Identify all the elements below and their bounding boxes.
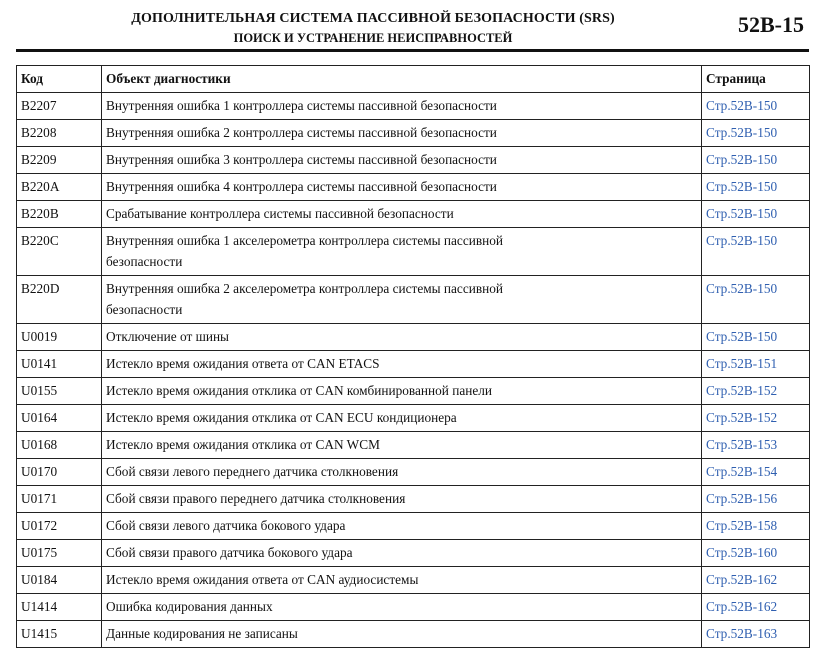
dtc-code: B2207 [17, 93, 102, 120]
page-reference-link[interactable]: Стр.52В-156 [702, 486, 810, 513]
dtc-code: U0175 [17, 540, 102, 567]
table-row [17, 567, 810, 594]
page-header [0, 0, 818, 52]
diagnostic-object: Ошибка кодирования данных [102, 594, 702, 621]
diagnostic-code-table [16, 65, 810, 648]
diagnostic-object: Срабатывание контроллера системы пассивной безопасности [102, 201, 702, 228]
table-row [17, 276, 810, 324]
page-reference-link[interactable]: Стр.52В-162 [702, 594, 810, 621]
table-row [17, 378, 810, 405]
page-subtitle: ПОИСК И УСТРАНЕНИЕ НЕИСПРАВНОСТЕЙ [233, 31, 513, 45]
page-reference-link[interactable]: Стр.52В-152 [702, 378, 810, 405]
table-row [17, 459, 810, 486]
diagnostic-object: Внутренняя ошибка 4 контроллера системы пассивной безопасности [102, 174, 702, 201]
diagnostic-object: Внутренняя ошибка 2 контроллера системы пассивной безопасности [102, 120, 702, 147]
page-reference-link[interactable]: Стр.52В-163 [702, 621, 810, 648]
dtc-code: B220B [17, 201, 102, 228]
table-row [17, 540, 810, 567]
diagnostic-object: Внутренняя ошибка 3 контроллера системы пассивной безопасности [102, 147, 702, 174]
table-row [17, 147, 810, 174]
table-row [17, 201, 810, 228]
table-row [17, 432, 810, 459]
page-reference-link[interactable]: Стр.52В-160 [702, 540, 810, 567]
table-row [17, 405, 810, 432]
dtc-code: U0164 [17, 405, 102, 432]
column-header-page: Страница [702, 66, 810, 93]
header-divider [16, 49, 809, 52]
diagnostic-object: Внутренняя ошибка 1 контроллера системы пассивной безопасности [102, 93, 702, 120]
table-row [17, 594, 810, 621]
dtc-code: U0172 [17, 513, 102, 540]
dtc-code: U0170 [17, 459, 102, 486]
dtc-code: B2209 [17, 147, 102, 174]
diagnostic-object: Истекло время ожидания отклика от CAN ECU кондиционера [102, 405, 702, 432]
dtc-code: U0155 [17, 378, 102, 405]
page-reference-link[interactable]: Стр.52В-150 [702, 147, 810, 174]
page-reference-link[interactable]: Стр.52В-150 [702, 228, 810, 276]
column-header-code: Код [17, 66, 102, 93]
dtc-code: U1415 [17, 621, 102, 648]
page-reference-link[interactable]: Стр.52В-158 [702, 513, 810, 540]
dtc-code: U0171 [17, 486, 102, 513]
page-reference-link[interactable]: Стр.52В-153 [702, 432, 810, 459]
page-reference-link[interactable]: Стр.52В-150 [702, 324, 810, 351]
dtc-code: U0168 [17, 432, 102, 459]
page-reference-link[interactable]: Стр.52В-151 [702, 351, 810, 378]
table-row [17, 324, 810, 351]
table-row [17, 513, 810, 540]
diagnostic-object: Сбой связи правого датчика бокового удара [102, 540, 702, 567]
page-reference-link[interactable]: Стр.52В-150 [702, 201, 810, 228]
page-reference-link[interactable]: Стр.52В-150 [702, 93, 810, 120]
page-reference-link[interactable]: Стр.52В-150 [702, 120, 810, 147]
page-number: 52В-15 [738, 12, 804, 37]
table-row [17, 228, 810, 276]
diagnostic-object: Истекло время ожидания ответа от CAN ETACS [102, 351, 702, 378]
diagnostic-object: Внутренняя ошибка 2 акселерометра контроллера системы пассивной безопасности [102, 276, 702, 324]
dtc-code: U0184 [17, 567, 102, 594]
diagnostic-object: Истекло время ожидания ответа от CAN аудиосистемы [102, 567, 702, 594]
dtc-code: B220D [17, 276, 102, 324]
table-row [17, 486, 810, 513]
diagnostic-object: Данные кодирования не записаны [102, 621, 702, 648]
page-reference-link[interactable]: Стр.52В-154 [702, 459, 810, 486]
table-row [17, 93, 810, 120]
table-row [17, 174, 810, 201]
page-reference-link[interactable]: Стр.52В-162 [702, 567, 810, 594]
diagnostic-object: Сбой связи правого переднего датчика столкновения [102, 486, 702, 513]
diagnostic-object: Сбой связи левого переднего датчика столкновения [102, 459, 702, 486]
dtc-code: U0019 [17, 324, 102, 351]
table-row [17, 621, 810, 648]
table-row [17, 351, 810, 378]
diagnostic-object: Истекло время ожидания отклика от CAN WCM [102, 432, 702, 459]
page-reference-link[interactable]: Стр.52В-150 [702, 276, 810, 324]
diagnostic-object: Истекло время ожидания отклика от CAN комбинированной панели [102, 378, 702, 405]
column-header-object: Объект диагностики [102, 66, 702, 93]
table-row [17, 120, 810, 147]
dtc-code: U0141 [17, 351, 102, 378]
dtc-code: B220C [17, 228, 102, 276]
diagnostic-object: Сбой связи левого датчика бокового удара [102, 513, 702, 540]
dtc-code: B2208 [17, 120, 102, 147]
table-header-row [17, 66, 810, 93]
page-reference-link[interactable]: Стр.52В-150 [702, 174, 810, 201]
page-title: ДОПОЛНИТЕЛЬНАЯ СИСТЕМА ПАССИВНОЙ БЕЗОПАСНОСТИ (SRS) [131, 11, 615, 26]
page-reference-link[interactable]: Стр.52В-152 [702, 405, 810, 432]
diagnostic-object: Внутренняя ошибка 1 акселерометра контроллера системы пассивной безопасности [102, 228, 702, 276]
dtc-code: B220A [17, 174, 102, 201]
diagnostic-object: Отключение от шины [102, 324, 702, 351]
dtc-code: U1414 [17, 594, 102, 621]
